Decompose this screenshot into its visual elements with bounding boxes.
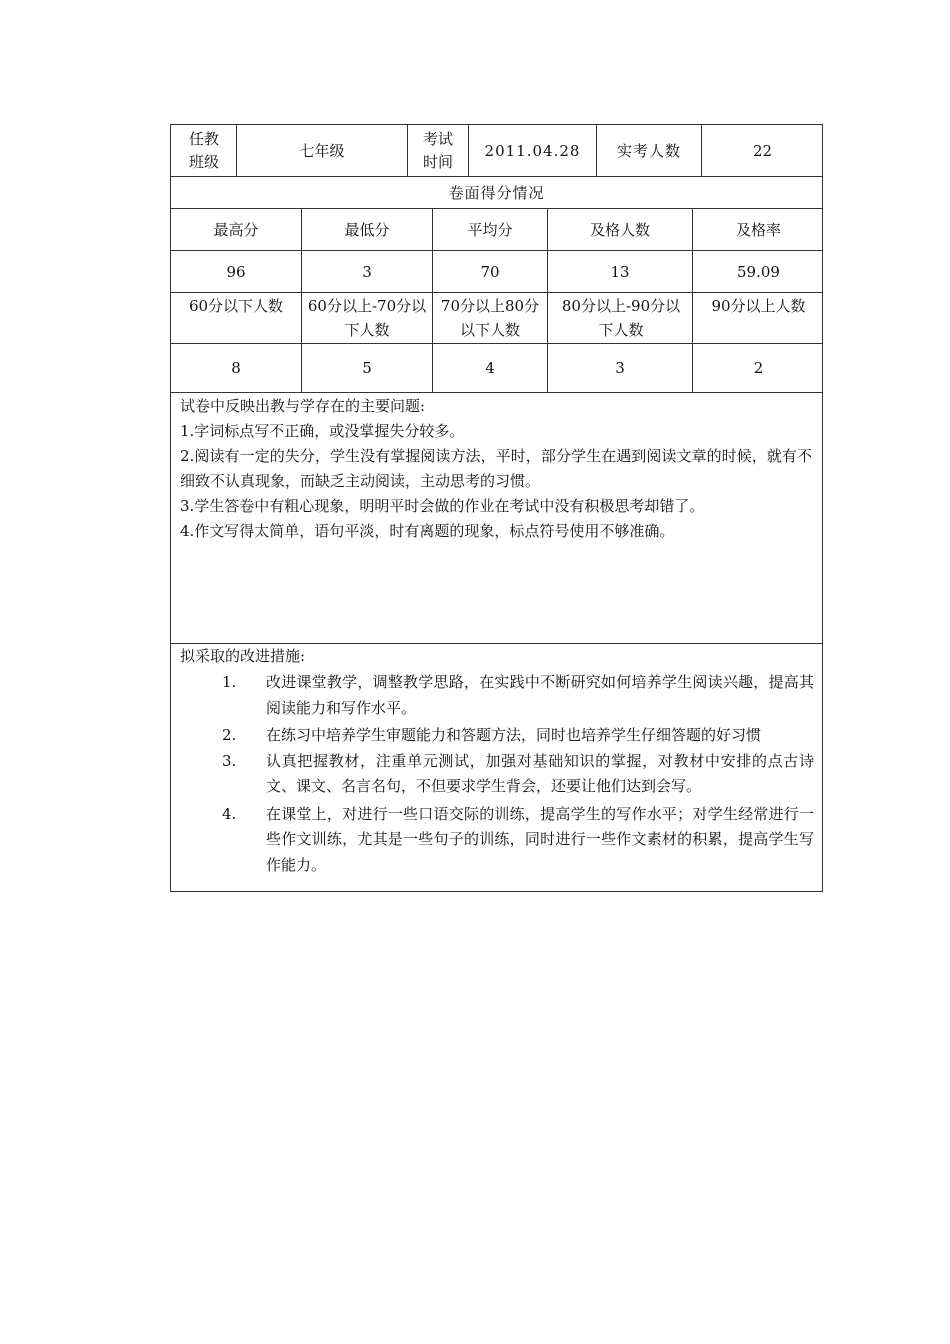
measure-number: 2. — [222, 726, 237, 744]
class-label: 任教班级 — [188, 129, 219, 171]
band-header-below-60: 60分以下人数 — [188, 297, 284, 315]
measures-list — [180, 670, 822, 878]
band-value-70-80: 4 — [485, 359, 495, 377]
exam-count-label: 实考人数 — [616, 141, 681, 160]
band-header-80-90: 80分以上-90分以下人数 — [561, 297, 681, 339]
measure-item — [180, 670, 822, 721]
section-title: 卷面得分情况 — [448, 183, 545, 202]
exam-count-value: 22 — [752, 141, 773, 160]
measure-number: 1. — [222, 673, 237, 691]
band-header-70-80: 70分以上80分以下人数 — [440, 297, 540, 339]
stat-header-min: 最低分 — [344, 220, 390, 239]
measure-item — [180, 723, 822, 749]
band-value-80-90: 3 — [615, 359, 625, 377]
measure-number: 4. — [222, 804, 237, 823]
band-value-above-90: 2 — [753, 359, 764, 377]
band-header-above-90: 90分以上人数 — [711, 297, 806, 315]
exam-date-label: 考试时间 — [422, 129, 453, 171]
stat-header-avg: 平均分 — [467, 220, 513, 239]
measure-text: 在练习中培养学生审题能力和答题方法，同时也培养学生仔细答题的好习惯 — [266, 726, 762, 744]
exam-date-value: 2011.04.28 — [484, 141, 581, 160]
stat-value-min: 3 — [362, 262, 372, 281]
class-value: 七年级 — [299, 141, 345, 160]
problem-item: 3.学生答卷中有粗心现象，明明平时会做的作业在考试中没有积极思考却错了。 — [180, 497, 705, 515]
band-value-below-60: 8 — [231, 359, 241, 377]
exam-analysis-table — [170, 124, 823, 892]
problems-section — [171, 394, 822, 643]
measure-text: 改进课堂教学，调整教学思路，在实践中不断研究如何培养学生阅读兴趣，提高其阅读能力和写作水平。 — [266, 673, 814, 717]
band-value-60-70: 5 — [362, 359, 372, 377]
measure-number: 3. — [222, 751, 237, 770]
measure-item — [180, 802, 822, 879]
stat-value-max: 96 — [226, 262, 246, 281]
stat-header-pass-count: 及格人数 — [589, 220, 650, 239]
band-header-60-70: 60分以上-70分以下人数 — [307, 297, 427, 339]
stat-value-avg: 70 — [480, 262, 500, 281]
measure-text: 认真把握教材，注重单元测试，加强对基础知识的掌握，对教材中安排的点古诗文、课文、名言名句，不但要求学生背会，还要让他们达到会写。 — [266, 751, 814, 795]
stat-value-pass-count: 13 — [610, 262, 630, 281]
divider — [407, 125, 408, 176]
stat-header-pass-rate: 及格率 — [735, 220, 781, 239]
measure-item — [180, 749, 822, 800]
problem-item: 1.字词标点写不正确，或没掌握失分较多。 — [180, 422, 465, 440]
problems-title: 试卷中反映出教与学存在的主要问题: — [180, 397, 426, 415]
problem-item: 4.作文写得太简单，语句平淡，时有离题的现象，标点符号使用不够准确。 — [180, 522, 675, 540]
measures-title: 拟采取的改进措施: — [180, 647, 306, 665]
measure-text: 在课堂上，对进行一些口语交际的训练，提高学生的写作水平；对学生经常进行一些作文训练，尤其是一些句子的训练，同时进行一些作文素材的积累，提高学生写作能力。 — [266, 804, 814, 874]
measures-section — [171, 644, 822, 878]
divider — [171, 392, 822, 393]
problem-item: 2.阅读有一定的失分，学生没有掌握阅读方法，平时，部分学生在遇到阅读文章的时候，就有不细致不认真现象，而缺乏主动阅读，主动思考的习惯。 — [180, 447, 812, 490]
stat-header-max: 最高分 — [213, 220, 259, 239]
stat-value-pass-rate: 59.09 — [737, 262, 780, 281]
